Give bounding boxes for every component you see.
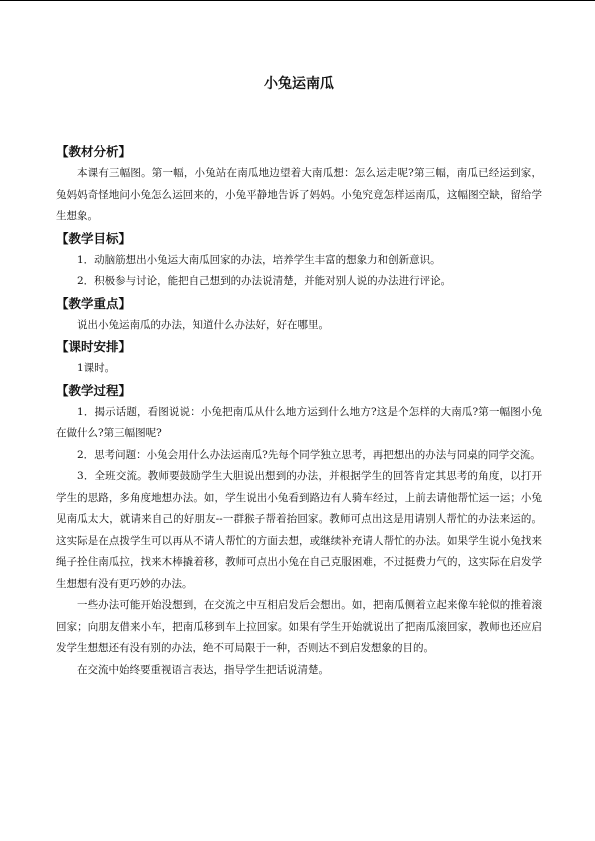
section-process (56, 380, 542, 682)
document-title: 小兔运南瓜 (264, 76, 334, 92)
goal-item: 2．积极参与讨论，能把自己想到的办法说清楚，并能对别人说的办法进行评论。 (77, 275, 452, 287)
document-body (56, 141, 542, 681)
section-analysis (56, 141, 542, 228)
paragraph: 在交流中始终要重视语言表达，指导学生把话说清楚。 (77, 663, 329, 676)
paragraph: 说出小兔运南瓜的办法，知道什么办法好，好在哪里。 (77, 318, 329, 331)
paragraph: 一些办法可能开始没想到，在交流之中互相启发后会想出。如，把南瓜侧着立起来像车轮似的推着滚回家；向朋友借来小车，把南瓜移到车上拉回家。如果有学生开始就说出了把南瓜滚回家，教师也还应启发学生想想还有没有别的办法，绝不可局限于一种，否则达不到启发想象的目的。 (56, 599, 542, 654)
paragraph: 本课有三幅图。第一幅，小兔站在南瓜地边望着大南瓜想：怎么运走呢?第三幅，南瓜已经运到家，兔妈妈奇怪地问小兔怎么运回来的，小兔平静地告诉了妈妈。小兔究竟怎样运南瓜，这幅图空缺，留给学生想象。 (56, 167, 542, 222)
header-rule (0, 0, 595, 1)
section-heading-process: 【教学过程】 (56, 382, 132, 398)
section-heading-goals: 【教学目标】 (56, 230, 132, 246)
paragraph: 1课时。 (77, 362, 116, 374)
section-schedule (56, 336, 542, 380)
section-goals (56, 228, 542, 293)
section-heading-schedule: 【课时安排】 (56, 339, 132, 354)
process-step: 1．揭示话题，看图说说：小兔把南瓜从什么地方运到什么地方?这是个怎样的大南瓜?第一幅图小兔在做什么?第三幅图呢? (56, 405, 542, 439)
section-heading-analysis: 【教材分析】 (56, 144, 132, 159)
section-heading-focus: 【教学重点】 (56, 295, 132, 311)
process-step: 3．全班交流。教师要鼓励学生大胆说出想到的办法，并根据学生的回答肯定其思考的角度，以打开学生的思路，多角度地想办法。如，学生说出小兔看到路边有人骑车经过，上前去请他帮忙运一运；小兔见南瓜太大，就请来自己的好朋友--一群猴子帮着抬回家。教师可点出这是用请别人帮忙的办法来运的。这实际是在点拨学生可以再从不请人帮忙的方面去想，或继续补充请人帮忙的办法。如果学生说小兔找来绳子拴住南瓜拉，找来木棒撬着移，教师可点出小兔在自己克服困难，不过挺费力气的，这实际在启发学生想想有没有更巧妙的办法。 (56, 470, 542, 590)
section-focus (56, 293, 542, 337)
process-step: 2．思考问题：小兔会用什么办法运南瓜?先每个同学独立思考，再把想出的办法与同桌的同学交流。 (77, 448, 541, 461)
goal-item: 1．动脑筋想出小兔运大南瓜回家的办法，培养学生丰富的想象力和创新意识。 (77, 253, 441, 266)
